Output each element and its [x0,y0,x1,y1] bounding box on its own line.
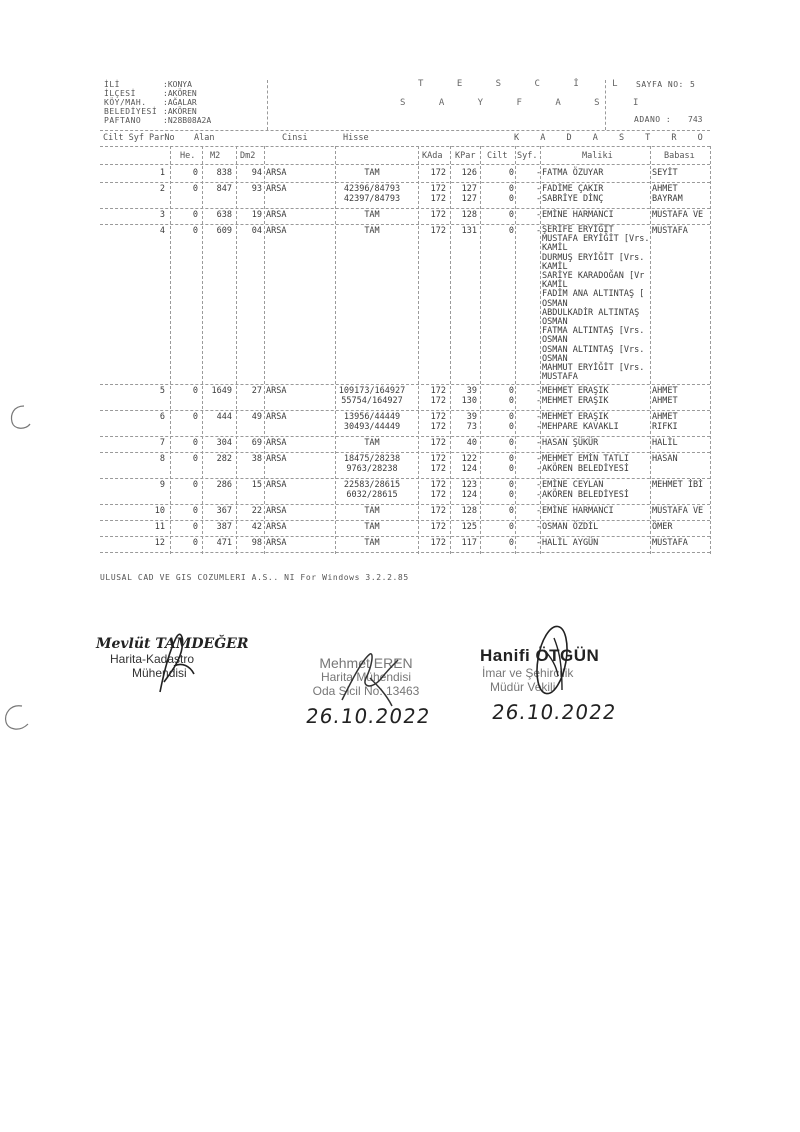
cell-babasi: AHMET [652,396,678,407]
cell-kpar: 122 [461,454,477,465]
cell-cinsi: ARSA [266,480,287,491]
ada-number: 743 [688,115,703,124]
cell-parno: 1 [159,168,165,178]
cell-cilt: 0 [508,506,514,517]
cell-hisse: TAM [364,210,380,220]
cell-dm2: 19 [251,210,262,220]
cell-cilt: 0 [508,412,514,423]
cell-syf: - [536,422,542,433]
cell-cilt: 0 [508,454,514,465]
cell-maliki: MEHMET EMİN TATLI [542,454,629,465]
header-value-il: :KONYA [163,80,192,89]
cell-he: 0 [192,522,198,533]
cell-syf: - [536,412,542,423]
cell-cilt: 0 [508,194,514,204]
cell-dm2: 93 [251,184,262,194]
cell-kada: 172 [430,194,446,204]
cell-hisse: 55754/164927 [341,396,403,407]
cell-cinsi: ARSA [266,168,287,178]
cell-kada: 172 [430,412,446,423]
cell-maliki: MUSTAFA ERYİĞİT [Vrs. [542,234,650,245]
cell-cilt: 0 [508,226,514,236]
cell-m2: 838 [216,168,232,178]
page-number: 5 [690,80,695,89]
cell-syf: - [536,226,542,236]
cell-maliki: OSMAN ÖZDİL [542,522,599,533]
cell-cilt: 0 [508,480,514,491]
cell-hisse: 6032/28615 [346,490,398,501]
cell-m2: 609 [216,226,232,236]
cell-babasi: RIFKI [652,422,678,433]
cell-he: 0 [192,454,198,465]
cell-syf: - [536,480,542,491]
stamp-registry: Oda Sicil No: 13463 [312,684,420,698]
cell-maliki: ŞERİFE ERYİĞİT [542,225,614,235]
cell-hisse: 30493/44449 [343,422,401,433]
cell-he: 0 [192,412,198,423]
cell-dm2: 27 [251,386,262,397]
cell-syf: - [536,210,542,220]
cell-maliki: MEHPARE KAVAKLI [542,422,619,433]
cell-kpar: 125 [461,522,477,533]
col-m2: M2 [210,151,221,161]
cell-m2: 387 [216,522,232,533]
cell-cilt: 0 [508,538,514,549]
signer-right-title1: İmar ve Şehircilik [482,666,574,680]
cell-maliki: MEHMET ERAŞIK [542,412,609,423]
cell-parno: 5 [159,386,165,397]
cell-parno: 11 [154,522,165,533]
cell-he: 0 [192,184,198,194]
cell-cilt: 0 [508,522,514,533]
header-value-pafta: :N28B08A2A [163,116,212,125]
cell-cilt: 0 [508,438,514,449]
cell-cinsi: ARSA [266,226,287,236]
handwritten-signature-middle-icon [334,650,404,712]
cell-babasi: MUSTAFA VE [652,210,704,220]
signer-left-title1: Harita-Kadastro [110,652,195,666]
cell-hisse: 42397/84793 [343,194,401,204]
cell-m2: 282 [216,454,232,465]
header-label-belediye: BELEDİYESİ [104,107,158,116]
cell-maliki: MEHMET ERAŞIK [542,396,609,407]
cell-kpar: 73 [466,422,477,433]
cell-babasi: MUSTAFA VE [652,506,704,517]
cell-dm2: 04 [251,226,262,236]
cell-parno: 8 [159,454,165,465]
date-middle: 26.10.2022 [304,704,433,728]
cell-maliki: DURMUŞ ERYİĞİT [Vrs. [542,252,645,263]
cell-maliki: KAMİL [542,261,568,272]
signature-left [96,636,256,680]
cell-maliki: OSMAN ALTINTAŞ [Vrs. [542,344,645,355]
col-dm2: Dm2 [240,151,256,161]
col-hisse: Hisse [343,133,369,143]
stamp-name: Mehmet EREN [319,655,413,671]
signer-left-name: Mevlüt TAMDEĞER [96,636,249,652]
cell-parno: 3 [159,210,165,220]
cell-kada: 172 [430,422,446,433]
cell-kada: 172 [430,184,446,194]
cell-he: 0 [192,438,198,449]
cell-maliki: MUSTAFA [542,372,578,383]
cell-hisse: 22583/28615 [343,480,401,491]
ada-label: ADANO : [634,115,672,124]
cell-kada: 172 [430,396,446,407]
cell-kada: 172 [430,168,446,178]
cell-maliki: HALİL AYGÜN [542,538,599,549]
col-kada: KAda [422,151,443,161]
handwritten-signature-left-icon [154,632,198,696]
cell-maliki: SARİYE KARADOĞAN [Vr [542,271,645,281]
cell-maliki: MEHMET ERAŞIK [542,386,609,397]
cell-cinsi: ARSA [266,210,287,220]
cell-cinsi: ARSA [266,522,287,533]
col-kpar: KPar [455,151,476,161]
cell-maliki: KAMİL [542,243,568,254]
cell-cilt: 0 [508,168,514,178]
col-maliki: Maliki [582,151,613,161]
cell-he: 0 [192,386,198,397]
cell-parno: 9 [159,480,165,491]
cell-kada: 172 [430,386,446,397]
col-kadastro: K A D A S T R O [514,133,711,143]
cell-maliki: HASAN ŞÜKÜR [542,438,599,449]
header-label-il: İLİ [104,80,120,89]
cell-babasi: AHMET [652,184,678,194]
cell-maliki: KAMİL [542,280,568,291]
cell-babasi: MEHMET İBİ [652,480,704,491]
stamp-middle [304,656,428,698]
cell-dm2: 38 [251,454,262,465]
cell-hisse: TAM [364,538,380,549]
cell-syf: - [536,184,542,194]
cell-syf: - [536,490,542,501]
cell-he: 0 [192,226,198,236]
header-value-belediye: :AKÖREN [163,107,197,116]
cell-he: 0 [192,210,198,220]
cell-parno: 4 [159,226,165,236]
header-label-koy: KÖY/MAH. [104,98,147,107]
cell-dm2: 22 [251,506,262,517]
cell-kada: 172 [430,506,446,517]
cell-kada: 172 [430,480,446,491]
signer-right-name: Hanifi ÖTGÜN [480,646,600,665]
col-alan: Alan [194,133,215,143]
cell-m2: 286 [216,480,232,491]
software-footer: ULUSAL CAD VE GIS COZUMLERI A.S.. NI For Windows 3.2.2.85 [100,573,409,582]
cell-cinsi: ARSA [266,454,287,465]
cell-maliki: MAHMUT ERYİĞİT [Vrs. [542,363,645,373]
cell-dm2: 49 [251,412,262,423]
cell-m2: 367 [216,506,232,517]
cell-cilt: 0 [508,422,514,433]
header-label-ilce: İLÇESİ [104,89,136,98]
cell-kpar: 127 [461,194,477,204]
cell-dm2: 94 [251,168,262,178]
cell-cilt: 0 [508,210,514,220]
title-tescil: T E S C İ L [418,79,632,89]
cell-m2: 847 [216,184,232,194]
cell-hisse: TAM [364,168,380,178]
cell-maliki: EMİNE HARMANCI [542,210,614,220]
col-cinsi: Cinsi [282,133,308,143]
cell-syf: - [536,538,542,549]
page-label: SAYFA NO: [636,80,684,89]
cell-kpar: 117 [461,538,477,549]
cell-cinsi: ARSA [266,412,287,423]
cell-m2: 638 [216,210,232,220]
cell-maliki: EMİNE CEYLAN [542,480,604,491]
cell-babasi: AHMET [652,412,678,423]
header-value-koy: :AĞALAR [163,98,197,107]
cell-babasi: HALİL [652,438,678,449]
cell-maliki: OSMAN [542,335,568,346]
cell-dm2: 69 [251,438,262,449]
cell-babasi: MUSTAFA [652,538,688,549]
cell-syf: - [536,386,542,397]
signer-left-title2: Mühendisi [132,666,187,680]
cell-cilt: 0 [508,490,514,501]
cell-cinsi: ARSA [266,538,287,549]
cell-cinsi: ARSA [266,184,287,194]
cell-maliki: FADİME ÇAKIR [542,184,604,194]
cell-cilt: 0 [508,184,514,194]
cell-maliki: AKÖREN BELEDİYESİ [542,490,629,501]
cell-maliki: OSMAN [542,298,568,309]
cell-parno: 12 [154,538,165,549]
col-he: He. [180,151,196,161]
cell-syf: - [536,396,542,407]
cell-he: 0 [192,506,198,517]
cell-kada: 172 [430,438,446,449]
cell-dm2: 42 [251,522,262,533]
cell-m2: 304 [216,438,232,449]
cell-kpar: 127 [461,184,477,194]
cell-kpar: 130 [461,396,477,407]
cell-kada: 172 [430,490,446,501]
cell-maliki: AKÖREN BELEDİYESİ [542,464,629,475]
cell-babasi: HASAN [652,454,678,465]
header-value-ilce: :AKÖREN [163,89,197,98]
cell-he: 0 [192,168,198,178]
cell-hisse: 109173/164927 [338,386,406,397]
cell-kpar: 128 [461,506,477,517]
cell-he: 0 [192,480,198,491]
cell-kpar: 124 [461,464,477,475]
cell-hisse: 13956/44449 [343,412,401,423]
cell-parno: 7 [159,438,165,449]
cell-m2: 1649 [211,386,232,397]
cell-babasi: MUSTAFA [652,226,688,236]
stamp-title: Harita Mühendisi [320,670,412,684]
header-label-pafta: PAFTANO [104,116,142,125]
cell-maliki: OSMAN [542,317,568,327]
cell-hisse: TAM [364,506,380,517]
cell-cilt: 0 [508,464,514,475]
cell-kada: 172 [430,226,446,236]
cell-syf: - [536,194,542,204]
cell-kada: 172 [430,454,446,465]
cell-syf: - [536,464,542,475]
cell-hisse: 18475/28238 [343,454,401,465]
date-right: 26.10.2022 [490,700,619,724]
cell-maliki: EMİNE HARMANCI [542,506,614,517]
cell-kpar: 131 [461,226,477,236]
cell-dm2: 98 [251,538,262,549]
title-sayfasi: S A Y F A S I [400,98,653,108]
cell-hisse: TAM [364,226,380,236]
cell-maliki: FATMA ÖZUYAR [542,168,604,178]
cell-cilt: 0 [508,386,514,397]
cell-m2: 471 [216,538,232,549]
cell-m2: 444 [216,412,232,423]
handwritten-signature-right-icon [528,620,576,706]
cell-hisse: TAM [364,438,380,449]
col-cilt: Cilt [487,151,508,161]
cell-kada: 172 [430,464,446,475]
cell-kpar: 124 [461,490,477,501]
cell-kada: 172 [430,522,446,533]
cell-syf: - [536,454,542,465]
cell-parno: 6 [159,412,165,423]
col-syf: Syf. [517,151,538,161]
cell-he: 0 [192,538,198,549]
col-babasi: Babası [664,151,695,161]
cell-syf: - [536,522,542,533]
cell-dm2: 15 [251,480,262,491]
cell-kpar: 126 [461,168,477,178]
cell-kada: 172 [430,538,446,549]
cell-cinsi: ARSA [266,386,287,397]
cell-kpar: 40 [466,438,477,449]
signer-right-title2: Müdür Vekili [490,680,556,694]
cell-maliki: OSMAN [542,353,568,364]
cell-syf: - [536,506,542,517]
cell-cinsi: ARSA [266,506,287,517]
cell-babasi: ÖMER [652,522,673,533]
cell-hisse: TAM [364,522,380,533]
cell-kpar: 39 [466,386,477,397]
cell-kada: 172 [430,210,446,220]
cell-babasi: SEYİT [652,168,678,178]
cell-kpar: 39 [466,412,477,423]
cell-maliki: FADİM ANA ALTINTAŞ [ [542,289,645,300]
hole-punch-icon [4,400,38,434]
cell-maliki: ABDULKADİR ALTINTAŞ [542,307,640,318]
cell-babasi: AHMET [652,386,678,397]
cell-hisse: 9763/28238 [346,464,398,475]
col-cilt-syf-parno: Cilt Syf ParNo [103,133,175,143]
hole-punch-icon [0,700,34,734]
cell-cilt: 0 [508,396,514,407]
cell-hisse: 42396/84793 [343,184,401,194]
cell-parno: 2 [159,184,165,194]
cell-cinsi: ARSA [266,438,287,449]
cell-parno: 10 [154,506,165,517]
signature-right [480,646,640,694]
cell-syf: - [536,168,542,178]
cell-maliki: FATMA ALTINTAŞ [Vrs. [542,326,645,337]
cell-kpar: 123 [461,480,477,491]
cell-kpar: 128 [461,210,477,220]
cell-maliki: SABRİYE DİNÇ [542,194,604,204]
cell-babasi: BAYRAM [652,194,683,204]
cell-syf: - [536,438,542,449]
